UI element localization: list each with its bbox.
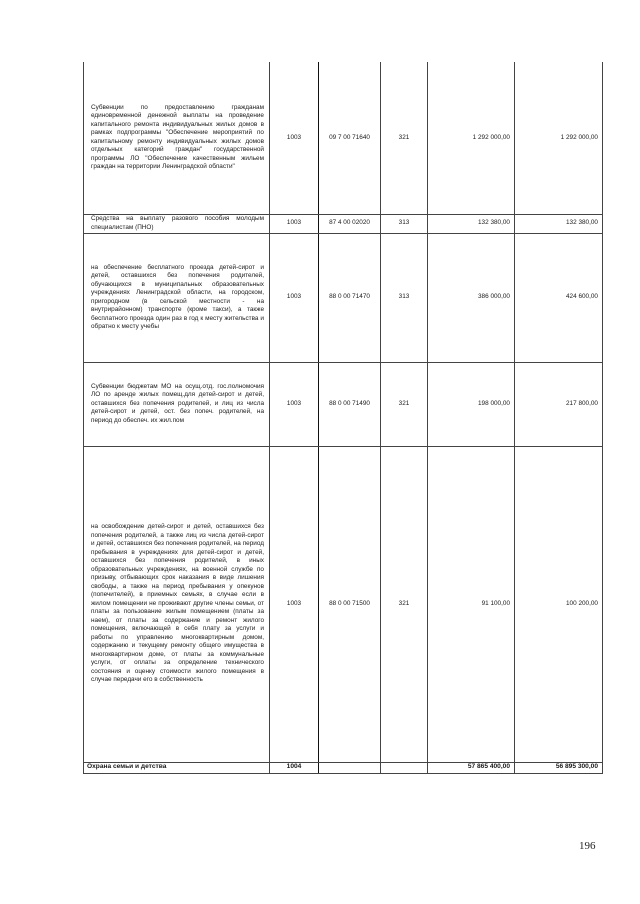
target-article-code: 88 0 00 71500 xyxy=(319,446,381,762)
table-row xyxy=(84,446,603,762)
table-row xyxy=(84,362,603,446)
target-article-code: 88 0 00 71470 xyxy=(319,233,381,362)
amount-year-2: 100 200,00 xyxy=(515,446,603,762)
section-code: 1003 xyxy=(270,233,319,362)
total-target-article-code xyxy=(319,762,381,773)
table-row xyxy=(84,62,603,214)
amount-year-2: 424 600,00 xyxy=(515,233,603,362)
expense-type-code: 313 xyxy=(381,214,428,233)
amount-year-2: 1 292 000,00 xyxy=(515,62,603,214)
total-description: Охрана семьи и детства xyxy=(84,762,270,773)
table-row xyxy=(84,214,603,233)
section-code: 1003 xyxy=(270,214,319,233)
row-description: Субвенции бюджетам МО на осущ.отд. гос.полномочия ЛО по аренде жилых помещ.для детей-сирот и детей, оставшихся без попечения родителей, и лиц из числа детей-сирот и детей, ост. без попеч. родителей, на период до обеспеч. их жил.пом xyxy=(84,362,270,446)
amount-year-1: 386 000,00 xyxy=(428,233,515,362)
row-description: Субвенции по предоставлению гражданам единовременной денежной выплаты на проведение капитального ремонта индивидуальных жилых домов в рамках подпрограммы "Обеспечение мероприятий по капитальному ремонту индивидуальных жилых домов отдельных категорий граждан" государственной программы ЛО "Обеспечение качественным жильем граждан на территории Ленинградской области" xyxy=(84,62,270,214)
total-amount-year-1: 57 865 400,00 xyxy=(428,762,515,773)
total-expense-type-code xyxy=(381,762,428,773)
expense-type-code: 321 xyxy=(381,362,428,446)
amount-year-2: 132 380,00 xyxy=(515,214,603,233)
amount-year-2: 217 800,00 xyxy=(515,362,603,446)
expense-type-code: 321 xyxy=(381,446,428,762)
total-section-code: 1004 xyxy=(270,762,319,773)
page-number: 196 xyxy=(579,840,596,852)
row-description: Средства на выплату разового пособия молодым специалистам (ПНО) xyxy=(84,214,270,233)
section-code: 1003 xyxy=(270,446,319,762)
row-description: на освобождение детей-сирот и детей, оставшихся без попечения родителей, а также лиц из числа детей-сирот и детей, оставшихся без попечения родителей, на период пребывания в учреждениях для детей-сирот и детей, оставшихся без попечения родителей, в иных образовательных учреждениях, на военной службе по призыву, отбывающих срок наказания в виде лишения свободы, а также на период пребывания у опекунов (попечителей), в приемных семьях, в случае если в жилом помещении не проживают другие члены семьи, от платы за пользование жилым помещением (платы за наем), от платы за содержание и ремонт жилого помещения, включающей в себя плату за услуги и работы по управлению многоквартирным домом, содержанию и текущему ремонту общего имущества в многоквартирном доме, от платы за коммунальные услуги, от оплаты за определение технического состояния и оценку стоимости жилого помещения в случае передачи его в собственность xyxy=(84,446,270,762)
target-article-code: 88 0 00 71490 xyxy=(319,362,381,446)
amount-year-1: 1 292 000,00 xyxy=(428,62,515,214)
target-article-code: 09 7 00 71640 xyxy=(319,62,381,214)
total-amount-year-2: 56 895 300,00 xyxy=(515,762,603,773)
budget-table xyxy=(83,62,603,774)
total-row xyxy=(84,762,603,773)
row-description: на обеспечение бесплатного проезда детей-сирот и детей, оставшихся без попечения родителей, обучающихся в муниципальных образовательных учреждениях Ленинградской области, на городском, пригородном (в сельской местности - на внутрирайонном) транспорте (кроме такси), а также бесплатного проезда один раз в год к месту жительства и обратно к месту учебы xyxy=(84,233,270,362)
target-article-code: 87 4 00 02020 xyxy=(319,214,381,233)
amount-year-1: 132 380,00 xyxy=(428,214,515,233)
amount-year-1: 198 000,00 xyxy=(428,362,515,446)
amount-year-1: 91 100,00 xyxy=(428,446,515,762)
section-code: 1003 xyxy=(270,62,319,214)
expense-type-code: 321 xyxy=(381,62,428,214)
section-code: 1003 xyxy=(270,362,319,446)
table-row xyxy=(84,233,603,362)
expense-type-code: 313 xyxy=(381,233,428,362)
